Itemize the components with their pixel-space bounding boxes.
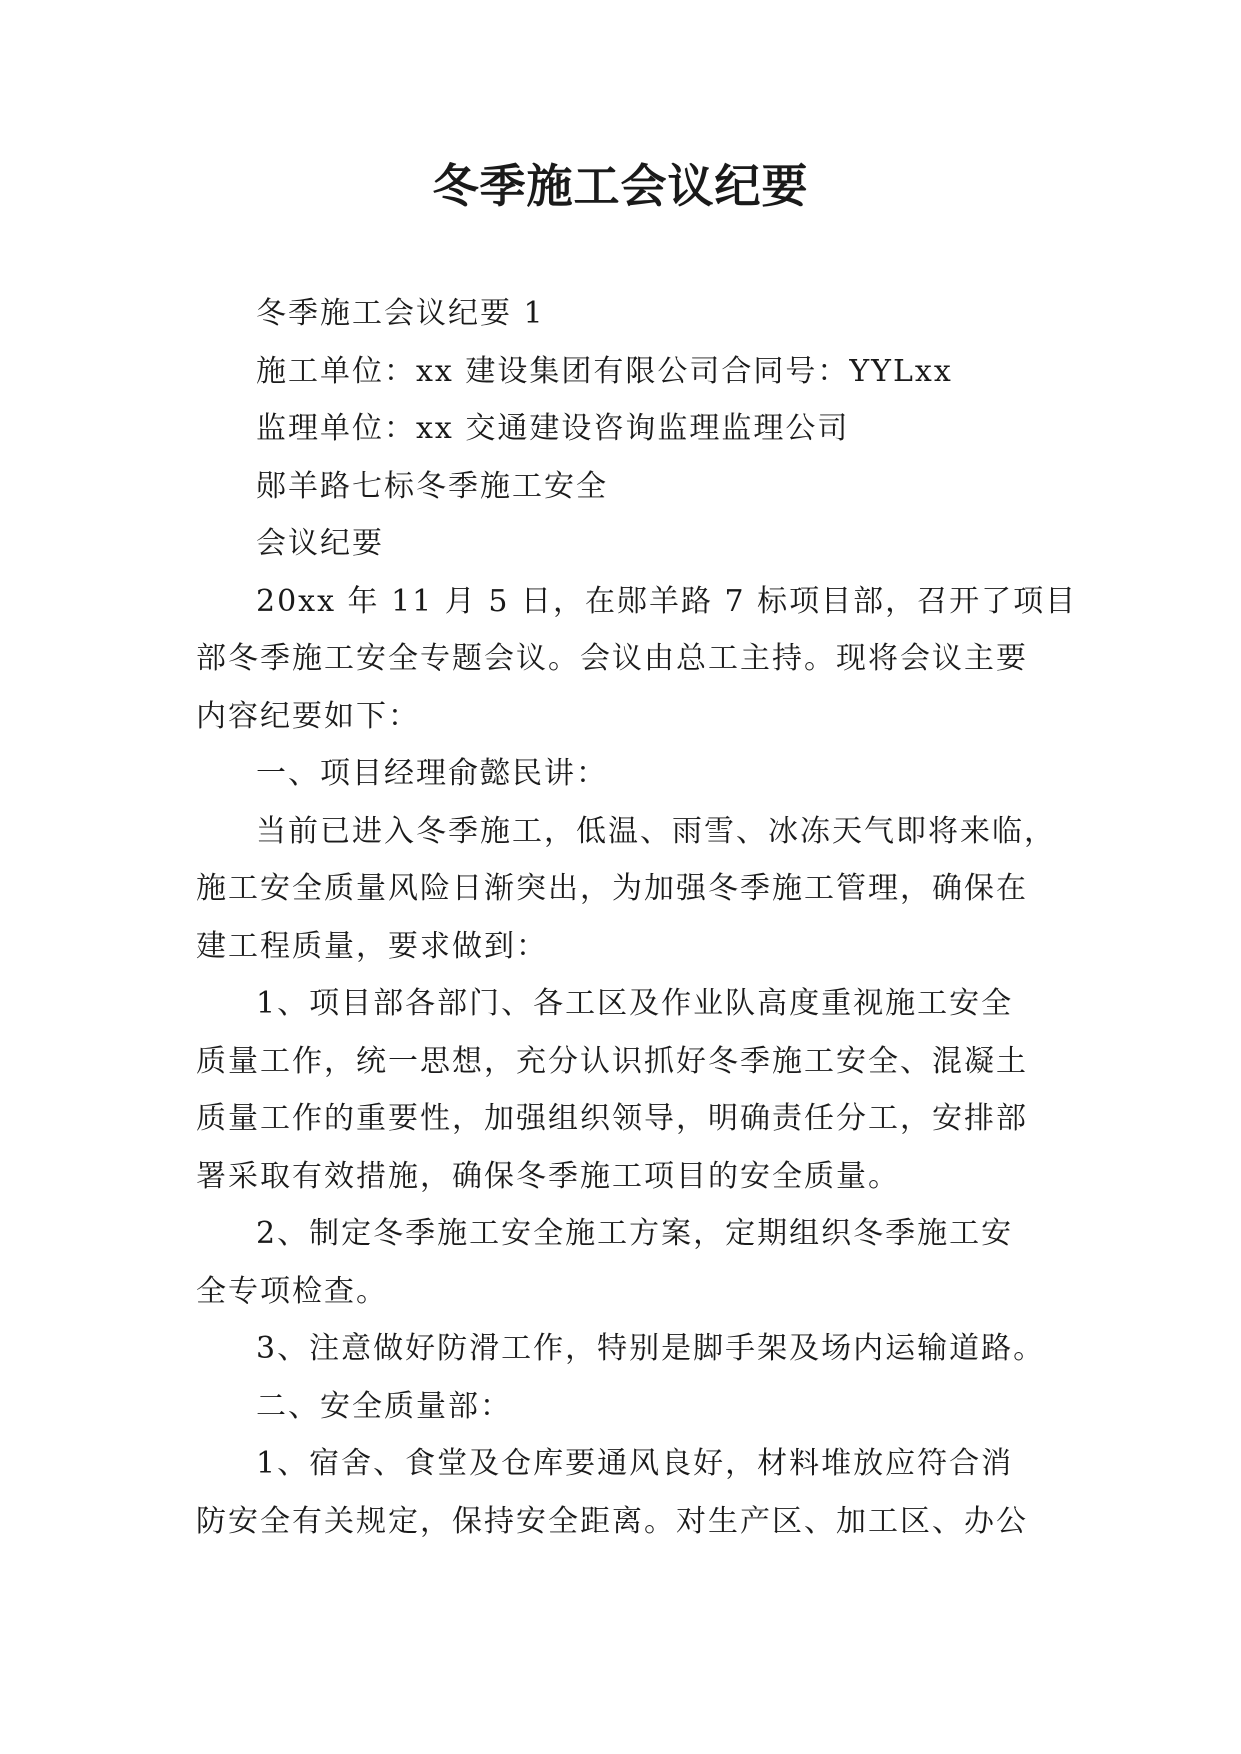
doc-section-heading: 二、安全质量部： bbox=[256, 1388, 512, 1424]
doc-list-item-line: 防安全有关规定，保持安全距离。对生产区、加工区、办公 bbox=[196, 1503, 1028, 1539]
doc-line-subtitle: 冬季施工会议纪要 1 bbox=[256, 296, 545, 331]
doc-list-item-line: 质量工作的重要性，加强组织领导，明确责任分工，安排部 bbox=[196, 1101, 1028, 1136]
doc-list-item-line: 质量工作，统一思想，充分认识抓好冬季施工安全、混凝土 bbox=[196, 1043, 1028, 1079]
doc-list-item-line: 署采取有效措施，确保冬季施工项目的安全质量。 bbox=[196, 1158, 900, 1194]
doc-list-item-line: 2、制定冬季施工安全施工方案，定期组织冬季施工安 bbox=[256, 1216, 1014, 1251]
doc-paragraph-line: 当前已进入冬季施工，低温、雨雪、冰冻天气即将来临， bbox=[256, 813, 1056, 849]
document-title: 冬季施工会议纪要 bbox=[432, 159, 809, 213]
doc-line-supervision-unit: 监理单位：xx 交通建设咨询监理监理公司 bbox=[256, 411, 850, 446]
doc-list-item-line: 全专项检查。 bbox=[196, 1273, 388, 1309]
doc-list-item-line: 1、宿舍、食堂及仓库要通风良好，材料堆放应符合消 bbox=[256, 1446, 1014, 1481]
doc-line-project-name: 郧羊路七标冬季施工安全 bbox=[256, 468, 608, 504]
doc-list-item-line: 3、注意做好防滑工作，特别是脚手架及场内运输道路。 bbox=[256, 1331, 1046, 1366]
doc-paragraph-line: 20xx 年 11 月 5 日，在郧羊路 7 标项目部，召开了项目 bbox=[256, 583, 1078, 619]
doc-paragraph-line: 施工安全质量风险日渐突出，为加强冬季施工管理，确保在 bbox=[196, 871, 1028, 906]
doc-line-construction-unit: 施工单位：xx 建设集团有限公司合同号：YYLxx bbox=[256, 353, 953, 389]
doc-paragraph-line: 建工程质量，要求做到： bbox=[196, 928, 548, 964]
doc-line-minutes-heading: 会议纪要 bbox=[256, 526, 384, 561]
doc-section-heading: 一、项目经理俞懿民讲： bbox=[256, 756, 608, 791]
doc-list-item-line: 1、项目部各部门、各工区及作业队高度重视施工安全 bbox=[256, 986, 1014, 1021]
document-body bbox=[196, 285, 1078, 1550]
doc-paragraph-line: 部冬季施工安全专题会议。会议由总工主持。现将会议主要 bbox=[196, 641, 1028, 676]
doc-paragraph-line: 内容纪要如下： bbox=[196, 698, 420, 734]
